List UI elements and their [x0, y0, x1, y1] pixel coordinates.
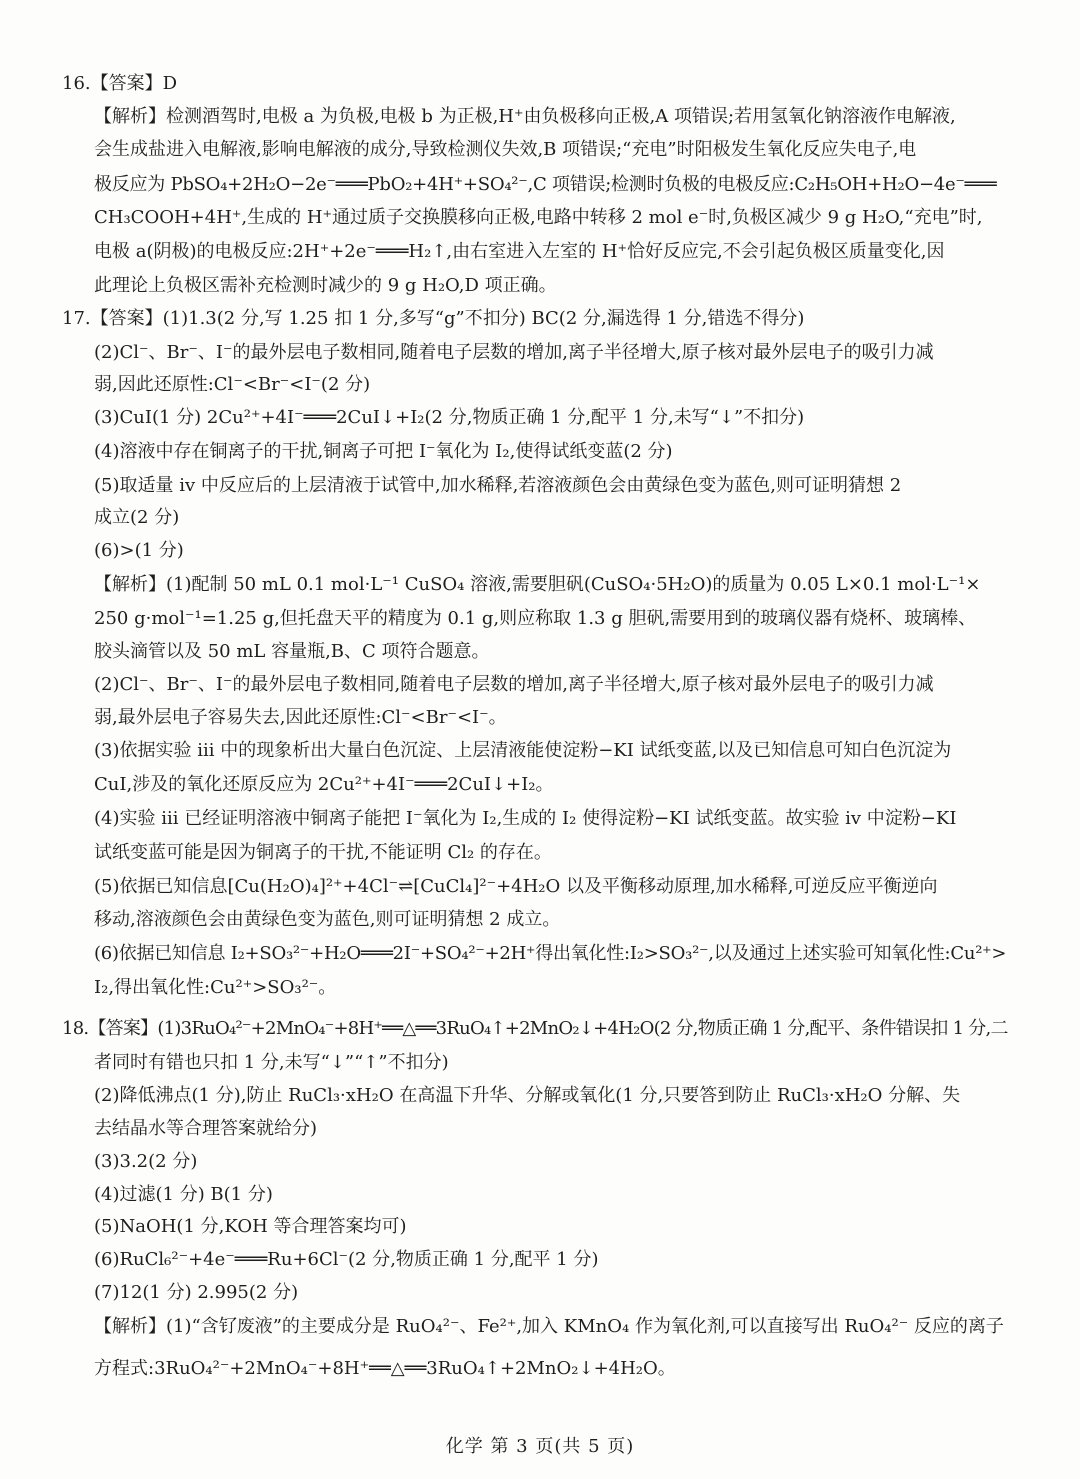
q17-analysis-line: 胶头滴管以及 50 mL 容量瓶,B、C 项符合题意。: [94, 641, 490, 662]
q16-analysis-line: CH₃COOH+4H⁺,生成的 H⁺通过质子交换膜移向正极,电路中转移 2 mol e⁻时,负极区减少 9 g H₂O,“充电”时,: [94, 207, 983, 228]
q18-answer: 18.【答案】(1)3RuO₄²⁻+2MnO₄⁻+8H⁺══△══3RuO₄↑+2MnO₂↓+4H₂O(2 分,物质正确 1 分,配平、条件错误扣 1 分,二: [62, 1018, 1008, 1039]
q17-line: (2)Cl⁻、Br⁻、I⁻的最外层电子数相同,随着电子层数的增加,离子半径增大,原子核对最外层电子的吸引力减: [94, 342, 934, 363]
q17-line: 弱,因此还原性:Cl⁻<Br⁻<I⁻(2 分): [94, 374, 371, 395]
q17-line: (6)>(1 分): [94, 540, 184, 561]
q18-line: (2)降低沸点(1 分),防止 RuCl₃·xH₂O 在高温下升华、分解或氧化(1 分,只要答到防止 RuCl₃·xH₂O 分解、失: [94, 1085, 961, 1106]
q17-line: (3)CuI(1 分) 2Cu²⁺+4I⁻═══2CuI↓+I₂(2 分,物质正确 1 分,配平 1 分,未写“↓”不扣分): [94, 407, 805, 428]
page-footer: 化学 第 3 页(共 5 页): [445, 1436, 635, 1457]
q17-answer: 17.【答案】(1)1.3(2 分,写 1.25 扣 1 分,多写“g”不扣分) BC(2 分,漏选得 1 分,错选不得分): [62, 308, 805, 329]
q16-analysis-line: 电极 a(阴极)的电极反应:2H⁺+2e⁻═══H₂↑,由右室进入左室的 H⁺恰好反应完,不会引起负极区质量变化,因: [94, 241, 945, 262]
q18-line: 者同时有错也只扣 1 分,未写“↓”“↑”不扣分): [94, 1052, 449, 1073]
q17-analysis-line: 移动,溶液颜色会由黄绿色变为蓝色,则可证明猜想 2 成立。: [94, 909, 561, 930]
q17-analysis-line: I₂,得出氧化性:Cu²⁺>SO₃²⁻。: [94, 977, 337, 998]
q17-analysis-line: (3)依据实验 iii 中的现象析出大量白色沉淀、上层清液能使淀粉−KI 试纸变蓝,以及已知信息可知白色沉淀为: [94, 740, 952, 761]
q17-analysis-line: (6)依据已知信息 I₂+SO₃²⁻+H₂O═══2I⁻+SO₄²⁻+2H⁺得出氧化性:I₂>SO₃²⁻,以及通过上述实验可知氧化性:Cu²⁺>: [94, 943, 1007, 964]
q18-line: (3)3.2(2 分): [94, 1151, 198, 1172]
q18-line: (4)过滤(1 分) B(1 分): [94, 1184, 273, 1205]
q18-line: (6)RuCl₆²⁻+4e⁻═══Ru+6Cl⁻(2 分,物质正确 1 分,配平 1 分): [94, 1249, 599, 1270]
q16-analysis-line: 【解析】检测酒驾时,电极 a 为负极,电极 b 为正极,H⁺由负极移向正极,A 项错误;若用氢氧化钠溶液作电解液,: [94, 106, 956, 127]
q17-line: (4)溶液中存在铜离子的干扰,铜离子可把 I⁻氧化为 I₂,使得试纸变蓝(2 分): [94, 441, 673, 462]
q16-analysis-line: 极反应为 PbSO₄+2H₂O−2e⁻═══PbO₂+4H⁺+SO₄²⁻,C 项错误;检测时负极的电极反应:C₂H₅OH+H₂O−4e⁻═══: [94, 174, 997, 195]
q17-analysis-line: 【解析】(1)配制 50 mL 0.1 mol·L⁻¹ CuSO₄ 溶液,需要胆矾(CuSO₄·5H₂O)的质量为 0.05 L×0.1 mol·L⁻¹×: [94, 574, 981, 595]
q17-analysis-line: (5)依据已知信息[Cu(H₂O)₄]²⁺+4Cl⁻⇌[CuCl₄]²⁻+4H₂O 以及平衡移动原理,加水稀释,可逆反应平衡逆向: [94, 876, 938, 897]
q18-line: (5)NaOH(1 分,KOH 等合理答案均可): [94, 1216, 407, 1237]
q17-analysis-line: (4)实验 iii 已经证明溶液中铜离子能把 I⁻氧化为 I₂,生成的 I₂ 使得淀粉−KI 试纸变蓝。故实验 iv 中淀粉−KI: [94, 808, 957, 829]
q17-analysis-line: 弱,最外层电子容易失去,因此还原性:Cl⁻<Br⁻<I⁻。: [94, 707, 507, 728]
q16-answer: 16.【答案】D: [62, 73, 178, 94]
q17-analysis-line: 250 g·mol⁻¹=1.25 g,但托盘天平的精度为 0.1 g,则应称取 1.3 g 胆矾,需要用到的玻璃仪器有烧杯、玻璃棒、: [94, 608, 977, 629]
q18-analysis-line: 方程式:3RuO₄²⁻+2MnO₄⁻+8H⁺══△══3RuO₄↑+2MnO₂↓+4H₂O。: [94, 1358, 676, 1379]
q17-line: 成立(2 分): [94, 507, 180, 528]
q16-analysis-line: 会生成盐进入电解液,影响电解液的成分,导致检测仪失效,B 项错误;“充电”时阳极发生氧化反应失电子,电: [94, 139, 917, 160]
q17-analysis-line: (2)Cl⁻、Br⁻、I⁻的最外层电子数相同,随着电子层数的增加,离子半径增大,原子核对最外层电子的吸引力减: [94, 674, 934, 695]
q18-line: 去结晶水等合理答案就给分): [94, 1118, 318, 1139]
q17-analysis-line: 试纸变蓝可能是因为铜离子的干扰,不能证明 Cl₂ 的存在。: [94, 842, 552, 863]
q17-line: (5)取适量 iv 中反应后的上层清液于试管中,加水稀释,若溶液颜色会由黄绿色变为蓝色,则可证明猜想 2: [94, 475, 902, 496]
q16-analysis-line: 此理论上负极区需补充检测时减少的 9 g H₂O,D 项正确。: [94, 275, 557, 296]
q18-analysis-line: 【解析】(1)“含钌废液”的主要成分是 RuO₄²⁻、Fe²⁺,加入 KMnO₄ 作为氧化剂,可以直接写出 RuO₄²⁻ 反应的离子: [94, 1316, 1004, 1337]
q17-analysis-line: CuI,涉及的氧化还原反应为 2Cu²⁺+4I⁻═══2CuI↓+I₂。: [94, 774, 554, 795]
q18-line: (7)12(1 分) 2.995(2 分): [94, 1282, 299, 1303]
